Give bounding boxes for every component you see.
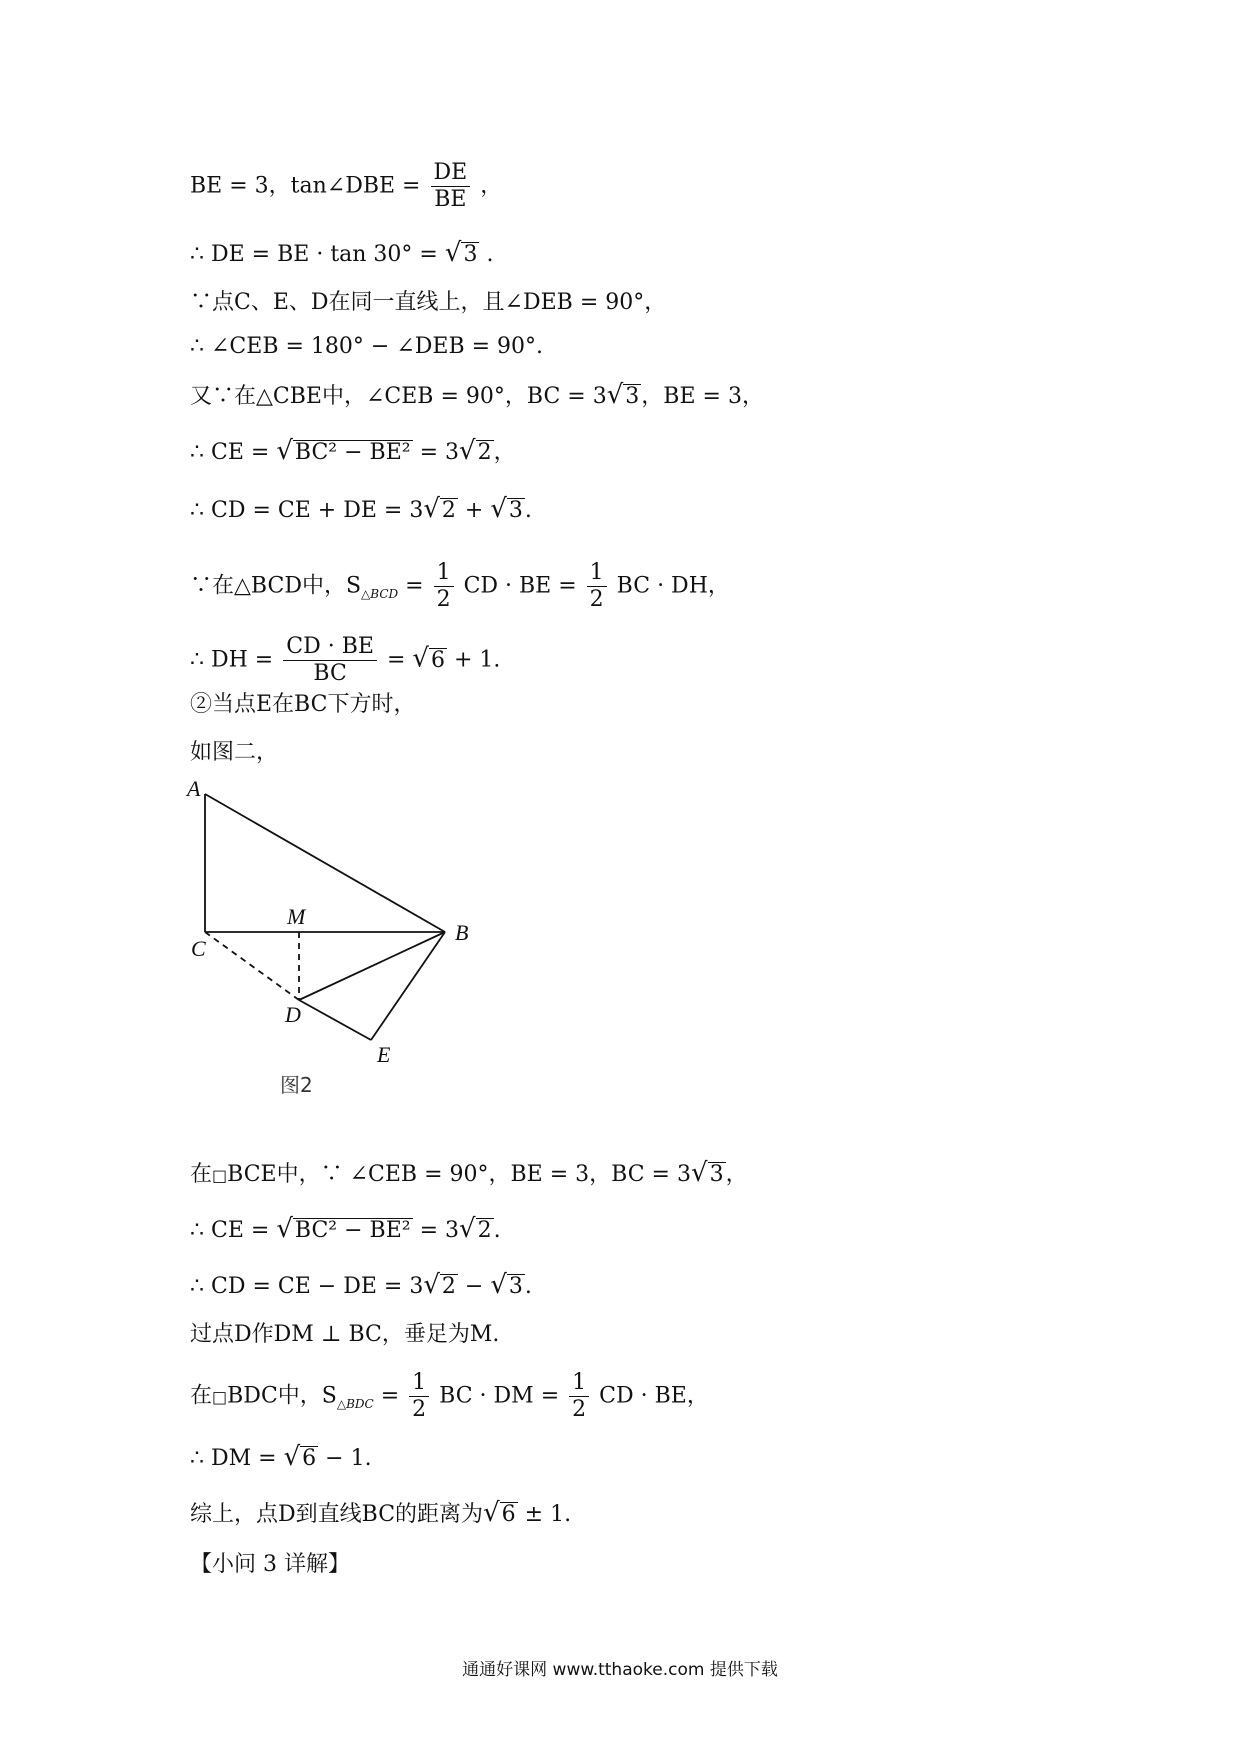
label-M: M bbox=[287, 904, 306, 929]
label-B: B bbox=[455, 920, 469, 945]
fraction: $\frac{DE}{BE}$ bbox=[431, 160, 471, 213]
geometry-figure bbox=[185, 780, 485, 1104]
line-10: ②当点E在BC下方时， bbox=[190, 692, 416, 717]
figure-caption: 图2 bbox=[280, 1073, 313, 1097]
line-19-heading: 【小问 3 详解】 bbox=[190, 1552, 350, 1577]
line-4: ∴ ∠CEB = 180° − ∠DEB = 90°. bbox=[190, 334, 544, 359]
line-8: ∵在△BCD中，$S_{\triangle BCD}$ = $\frac{1}{2}$ CD · BE = $\frac{1}{2}$ BC · DH， bbox=[190, 560, 730, 612]
line-15: 过点D作DM ⊥ BC，垂足为M. bbox=[190, 1322, 500, 1347]
line-12: 在□BCE中，∵ ∠CEB = 90°，BE = 3，BC = 3√3， bbox=[190, 1158, 748, 1188]
line-2: ∴ DE = BE · tan 30° = √3 . bbox=[190, 238, 494, 268]
line-11: 如图二， bbox=[190, 740, 279, 765]
label-E: E bbox=[377, 1042, 391, 1067]
line-13: ∴ CE = √BC² − BE² = 3√2. bbox=[190, 1214, 501, 1244]
line-14: ∴ CD = CE − DE = 3√2 − √3. bbox=[190, 1270, 532, 1300]
segment-CD-dashed bbox=[205, 932, 299, 1000]
line-16: 在□BDC中，$S_{\triangle BDC}$ = $\frac{1}{2}$ BC · DM = $\frac{1}{2}$ CD · BE， bbox=[190, 1370, 709, 1422]
line-1: BE = 3，tan∠DBE = $\frac{DE}{BE}$ ， bbox=[190, 160, 503, 212]
missing-triangle-glyph-icon: □ bbox=[212, 1166, 228, 1185]
line-3: ∵点C、E、D在同一直线上，且∠DEB = 90°， bbox=[190, 290, 667, 315]
segment-AB bbox=[205, 794, 445, 932]
segment-DE bbox=[299, 1000, 371, 1040]
line-9: ∴ DH = $\frac{CD \cdot BE}{BC}$ = √6 + 1. bbox=[190, 634, 501, 686]
line-6: ∴ CE = √BC² − BE² = 3√2， bbox=[190, 436, 516, 466]
line-17: ∴ DM = √6 − 1. bbox=[190, 1442, 372, 1472]
line-7: ∴ CD = CE + DE = 3√2 + √3. bbox=[190, 494, 532, 524]
label-A: A bbox=[187, 780, 201, 801]
line-18: 综上，点D到直线BC的距离为√6 ± 1. bbox=[190, 1498, 572, 1528]
label-D: D bbox=[285, 1002, 301, 1027]
segment-DB bbox=[299, 932, 445, 1000]
line-5: 又∵在△CBE中，∠CEB = 90°，BC = 3√3，BE = 3， bbox=[190, 380, 764, 410]
footer-text: 通通好课网 www.tthaoke.com 提供下载 bbox=[462, 1660, 778, 1680]
figure-2-diagram bbox=[185, 780, 485, 1100]
segment-EB bbox=[371, 932, 445, 1040]
missing-triangle-glyph-icon: □ bbox=[212, 1387, 228, 1407]
label-C: C bbox=[191, 936, 206, 961]
